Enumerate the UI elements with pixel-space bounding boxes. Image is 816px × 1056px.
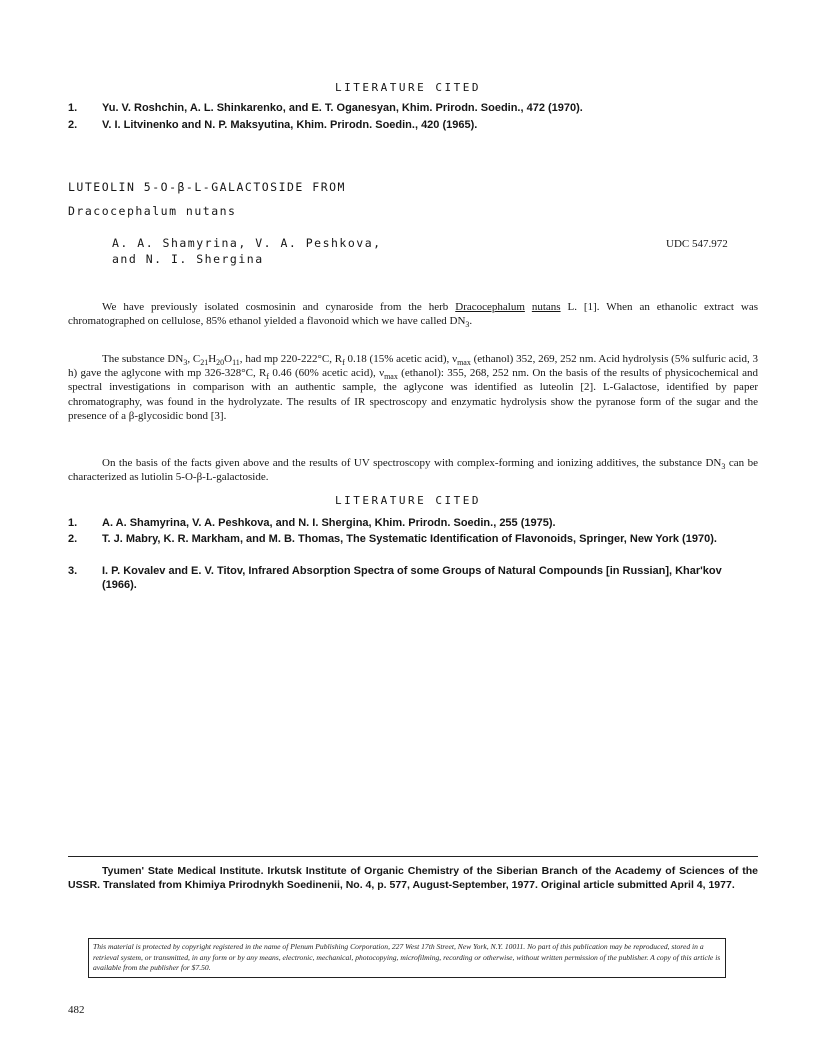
text-run: The substance DN	[102, 353, 184, 365]
text-run: .	[469, 315, 473, 328]
text-run: O	[224, 353, 233, 365]
text-run: We have previously isolated cosmosinin and cynaroside from the herb	[102, 301, 456, 313]
reference-item	[68, 118, 758, 132]
literature-cited-heading-2: LITERATURE CITED	[335, 494, 481, 507]
article-title-species: Dracocephalum nutans	[68, 204, 237, 218]
reference-item	[68, 532, 758, 546]
reference-text: Yu. V. Roshchin, A. L. Shinkarenko, and E. T. Oganesyan, Khim. Prirodn. Soedin., 472 (1970).	[102, 102, 583, 114]
text-run: , had mp 220-222°C, R	[239, 353, 343, 365]
reference-text: I. P. Kovalev and E. V. Titov, Infrared Absorption Spectra of some Groups of Natural Compounds [in Russian], Khar'kov (1966).	[102, 565, 722, 591]
reference-text: T. J. Mabry, K. R. Markham, and M. B. Thomas, The Systematic Identification of Flavonoids, Springer, New York (1970).	[102, 533, 717, 545]
paragraph-intro	[68, 300, 758, 328]
subscript: max	[457, 358, 471, 368]
subscript: 20	[216, 358, 225, 368]
reference-item	[68, 101, 758, 115]
text-run: H	[208, 353, 217, 365]
subscript: 3	[721, 462, 726, 472]
article-title: LUTEOLIN 5-O-β-L-GALACTOSIDE FROM	[68, 180, 346, 194]
text-run: (ethanol): 355, 268, 252 nm. On the basis of the results of physicochemical and spectral investigations in comparison with an authentic sample, the aglycone was identified as luteolin [2]. L-Galactose, identified by paper chromatography, was found in the hydrolyzate. The results of IR spectroscopy and enzymatic hydrolysis show the pyranose form of the sugar and the presence of a β-glycosidic bond [3].	[68, 367, 759, 422]
text-run: (ethanol) 352, 269, 252 nm. Acid hydrolysis (5% sulfuric acid, 3 h) gave the aglycone with mp 326-328°C, R	[68, 353, 758, 380]
subscript: 21	[200, 358, 209, 368]
copyright-notice: This material is protected by copyright registered in the name of Plenum Publishing Corporation, 227 West 17th Street, New York, N.Y. 10011. No part of this publication may be reproduced, stored in a retrieval system, or transmitted, in any form or by any means, electronic, mechanical, photocopying, microfilming, recording or otherwise, without written permission of the publisher. A copy of this article is available from the publisher for $7.50.	[88, 938, 726, 978]
reference-item	[68, 564, 758, 592]
subscript: 3	[183, 358, 188, 368]
species-genus: Dracocephalum	[455, 301, 525, 313]
reference-number: 3.	[68, 565, 78, 577]
literature-cited-heading-1: LITERATURE CITED	[335, 81, 481, 94]
reference-number: 2.	[68, 533, 78, 545]
reference-number: 1.	[68, 102, 78, 114]
affiliation-footnote: Tyumen' State Medical Institute. Irkutsk Institute of Organic Chemistry of the Siberian Branch of the Academy of Sciences of the USSR. Translated from Khimiya Prirodnykh Soedinenii, No. 4, p. 577, August-September, 1977. Original article submitted April 4, 1977.	[68, 865, 758, 891]
subscript: 11	[232, 358, 240, 368]
reference-number: 2.	[68, 119, 78, 131]
paragraph-results	[68, 352, 758, 423]
reference-number: 1.	[68, 517, 78, 529]
text-run: , C	[187, 353, 201, 365]
subscript: f	[342, 358, 345, 368]
reference-text: A. A. Shamyrina, V. A. Peshkova, and N. I. Shergina, Khim. Prirodn. Soedin., 255 (1975).	[102, 517, 556, 529]
paragraph-conclusion	[68, 456, 758, 484]
footnote-rule	[68, 856, 758, 857]
udc-code: UDC 547.972	[666, 238, 728, 250]
text-run: 0.46 (60% acetic acid), ν	[269, 367, 385, 380]
page-number: 482	[68, 1004, 85, 1016]
species-epithet: nutans	[531, 301, 561, 313]
authors-continued: and N. I. Shergina	[112, 252, 264, 266]
subscript: max	[384, 372, 398, 382]
text-run: On the basis of the facts given above and the results of UV spectroscopy with complex-forming and ionizing additives, the substance DN	[102, 457, 722, 469]
authors: A. A. Shamyrina, V. A. Peshkova,	[112, 236, 382, 250]
reference-item	[68, 516, 758, 530]
subscript: 3	[465, 320, 470, 330]
reference-text: V. I. Litvinenko and N. P. Maksyutina, Khim. Prirodn. Soedin., 420 (1965).	[102, 119, 478, 131]
text-run: can be characterized as lutiolin 5-O-β-L-galactoside.	[68, 457, 758, 484]
subscript: f	[266, 372, 270, 382]
text-run: L. [1]. When an ethanolic extract was chromatographed on cellulose, 85% ethanol yielded a flavonoid which we have called DN	[68, 301, 759, 328]
text-run: 0.18 (15% acetic acid), ν	[344, 353, 458, 365]
